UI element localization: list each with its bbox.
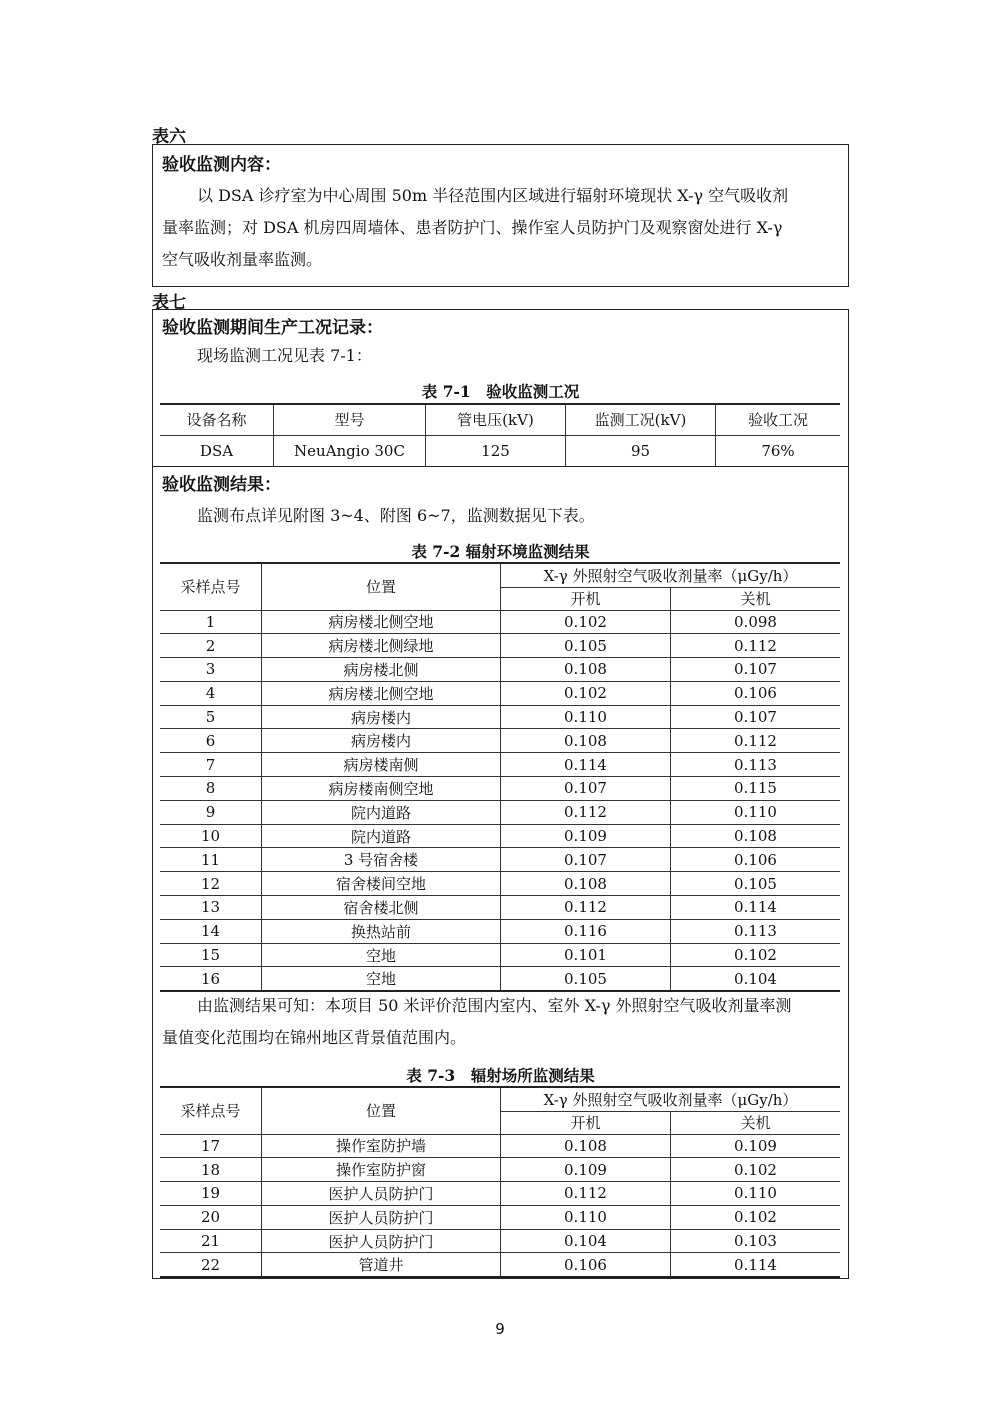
table2-row <box>160 634 840 658</box>
table2-cell-point: 6 <box>160 729 262 753</box>
table2-row <box>160 777 840 801</box>
table2-cell-on: 0.102 <box>501 610 671 634</box>
table2-cell-on: 0.107 <box>501 777 671 801</box>
table3-cell-point: 18 <box>160 1158 262 1182</box>
table1-cell: 76% <box>716 435 841 466</box>
table2-cell-on: 0.112 <box>501 800 671 824</box>
table2-cell-location: 病房楼北侧 <box>262 658 501 682</box>
table2-caption: 表 7-2 辐射环境监测结果 <box>411 542 590 561</box>
section6-title: 表六 <box>152 127 186 147</box>
table3-cell-location: 管道井 <box>262 1253 501 1277</box>
table1-header-model: 型号 <box>274 404 426 435</box>
table2-cell-location: 院内道路 <box>262 824 501 848</box>
table2-cell-location: 宿舍楼间空地 <box>262 872 501 896</box>
table2-row <box>160 800 840 824</box>
table2-header-point: 采样点号 <box>160 563 262 610</box>
table2 <box>160 562 840 992</box>
table2-header-on: 开机 <box>501 587 671 610</box>
table2-cell-location: 病房楼北侧绿地 <box>262 634 501 658</box>
table3-header-on: 开机 <box>501 1111 671 1134</box>
table2-cell-on: 0.102 <box>501 681 671 705</box>
table2-cell-off: 0.113 <box>671 919 841 943</box>
table1-cell: NeuAngio 30C <box>274 435 426 466</box>
table3-header-point: 采样点号 <box>160 1087 262 1134</box>
table2-cell-off: 0.106 <box>671 681 841 705</box>
table3-cell-location: 操作室防护墙 <box>262 1134 501 1158</box>
table2-cell-off: 0.115 <box>671 777 841 801</box>
section6-heading: 验收监测内容： <box>162 155 281 175</box>
table1-cell: DSA <box>160 435 274 466</box>
section7-heading-conditions: 验收监测期间生产工况记录： <box>162 318 383 338</box>
table2-row <box>160 681 840 705</box>
table2-row <box>160 919 840 943</box>
table2-cell-point: 10 <box>160 824 262 848</box>
table2-cell-on: 0.108 <box>501 658 671 682</box>
table2-row <box>160 872 840 896</box>
table3-cell-on: 0.106 <box>501 1253 671 1277</box>
table2-row <box>160 967 840 991</box>
table2-cell-on: 0.105 <box>501 634 671 658</box>
table3-cell-on: 0.108 <box>501 1134 671 1158</box>
table2-cell-point: 13 <box>160 896 262 920</box>
table3-row <box>160 1182 840 1206</box>
table2-cell-location: 病房楼内 <box>262 729 501 753</box>
section6-line-2: 量率监测；对 DSA 机房四周墙体、患者防护门、操作室人员防护门及观察窗处进行 X-γ <box>162 218 783 237</box>
table2-header-location: 位置 <box>262 563 501 610</box>
table2-cell-off: 0.105 <box>671 872 841 896</box>
table3-cell-location: 医护人员防护门 <box>262 1229 501 1253</box>
section6-line-3: 空气吸收剂量率监测。 <box>162 250 323 269</box>
table3-row <box>160 1229 840 1253</box>
table2-cell-off: 0.113 <box>671 753 841 777</box>
table2-cell-point: 11 <box>160 848 262 872</box>
table2-cell-point: 5 <box>160 705 262 729</box>
section7-divider <box>152 466 849 467</box>
table2-cell-location: 院内道路 <box>262 800 501 824</box>
table3-row <box>160 1158 840 1182</box>
table3-row <box>160 1253 840 1277</box>
table2-cell-on: 0.101 <box>501 943 671 967</box>
table2-header-rate: X-γ 外照射空气吸收剂量率（μGy/h） <box>501 563 841 587</box>
table1-cell: 125 <box>426 435 566 466</box>
table2-cell-location: 空地 <box>262 943 501 967</box>
table2-cell-point: 16 <box>160 967 262 991</box>
table3-cell-point: 20 <box>160 1205 262 1229</box>
table3-cell-off: 0.103 <box>671 1229 841 1253</box>
table3-cell-point: 21 <box>160 1229 262 1253</box>
section7-intro-results: 监测布点详见附图 3~4、附图 6~7，监测数据见下表。 <box>197 506 595 525</box>
table2-cell-point: 9 <box>160 800 262 824</box>
table2-cell-location: 病房楼北侧空地 <box>262 681 501 705</box>
table2-header-off: 关机 <box>671 587 841 610</box>
table2-cell-off: 0.104 <box>671 967 841 991</box>
table3-row <box>160 1134 840 1158</box>
table2-cell-location: 宿舍楼北侧 <box>262 896 501 920</box>
table2-cell-location: 换热站前 <box>262 919 501 943</box>
table2-cell-on: 0.109 <box>501 824 671 848</box>
table2-cell-on: 0.108 <box>501 729 671 753</box>
table2-cell-on: 0.108 <box>501 872 671 896</box>
table3-header-location: 位置 <box>262 1087 501 1134</box>
table2-cell-location: 病房楼内 <box>262 705 501 729</box>
table2-row <box>160 896 840 920</box>
table2-row <box>160 610 840 634</box>
table2-cell-location: 病房楼北侧空地 <box>262 610 501 634</box>
table2-cell-location: 病房楼南侧空地 <box>262 777 501 801</box>
table3-header-rate: X-γ 外照射空气吸收剂量率（μGy/h） <box>501 1087 841 1111</box>
table3-cell-off: 0.110 <box>671 1182 841 1206</box>
page-number: 9 <box>495 1320 505 1338</box>
table2-row <box>160 848 840 872</box>
table3-cell-off: 0.102 <box>671 1158 841 1182</box>
table2-cell-point: 1 <box>160 610 262 634</box>
table3-cell-off: 0.114 <box>671 1253 841 1277</box>
table2-row <box>160 729 840 753</box>
table3-cell-point: 19 <box>160 1182 262 1206</box>
table3-cell-off: 0.109 <box>671 1134 841 1158</box>
table2-cell-off: 0.102 <box>671 943 841 967</box>
table2-cell-location: 病房楼南侧 <box>262 753 501 777</box>
table2-row <box>160 943 840 967</box>
table2-cell-point: 12 <box>160 872 262 896</box>
table2-cell-off: 0.107 <box>671 705 841 729</box>
table2-row <box>160 753 840 777</box>
table2-cell-point: 4 <box>160 681 262 705</box>
table2-cell-point: 3 <box>160 658 262 682</box>
table2-cell-off: 0.106 <box>671 848 841 872</box>
table1-header-acceptance: 验收工况 <box>716 404 841 435</box>
table2-cell-off: 0.112 <box>671 729 841 753</box>
table2-cell-off: 0.112 <box>671 634 841 658</box>
table3-cell-point: 17 <box>160 1134 262 1158</box>
table2-row <box>160 824 840 848</box>
table2-cell-on: 0.116 <box>501 919 671 943</box>
section7-intro-conditions: 现场监测工况见表 7-1： <box>197 346 372 365</box>
table3-caption: 表 7-3 辐射场所监测结果 <box>406 1066 595 1085</box>
table2-cell-point: 15 <box>160 943 262 967</box>
table2-cell-off: 0.107 <box>671 658 841 682</box>
table3-cell-off: 0.102 <box>671 1205 841 1229</box>
table2-cell-point: 7 <box>160 753 262 777</box>
table2-cell-on: 0.105 <box>501 967 671 991</box>
table3-cell-on: 0.109 <box>501 1158 671 1182</box>
table3-cell-location: 医护人员防护门 <box>262 1182 501 1206</box>
table3-row <box>160 1205 840 1229</box>
table2-cell-on: 0.112 <box>501 896 671 920</box>
conclusion-line-1: 由监测结果可知：本项目 50 米评价范围内室内、室外 X-γ 外照射空气吸收剂量率测 <box>197 996 792 1015</box>
section7-heading-results: 验收监测结果： <box>162 475 281 495</box>
conclusion-line-2: 量值变化范围均在锦州地区背景值范围内。 <box>162 1028 467 1047</box>
table1 <box>160 403 840 467</box>
table2-cell-on: 0.107 <box>501 848 671 872</box>
table3-cell-on: 0.112 <box>501 1182 671 1206</box>
section7-title: 表七 <box>152 293 186 313</box>
table2-cell-on: 0.114 <box>501 753 671 777</box>
table3-cell-on: 0.110 <box>501 1205 671 1229</box>
table2-row <box>160 658 840 682</box>
table2-cell-off: 0.114 <box>671 896 841 920</box>
table1-header-monitor: 监测工况(kV) <box>566 404 716 435</box>
table1-caption: 表 7-1 验收监测工况 <box>421 382 580 401</box>
table2-cell-on: 0.110 <box>501 705 671 729</box>
section6-line-1: 以 DSA 诊疗室为中心周围 50m 半径范围内区域进行辐射环境现状 X-γ 空气吸收剂 <box>197 186 789 205</box>
table3-header-off: 关机 <box>671 1111 841 1134</box>
table3-cell-location: 医护人员防护门 <box>262 1205 501 1229</box>
table3 <box>160 1086 840 1278</box>
table2-cell-point: 2 <box>160 634 262 658</box>
table2-cell-point: 14 <box>160 919 262 943</box>
table2-cell-point: 8 <box>160 777 262 801</box>
table2-row <box>160 705 840 729</box>
table1-header-voltage: 管电压(kV) <box>426 404 566 435</box>
table3-cell-location: 操作室防护窗 <box>262 1158 501 1182</box>
table2-cell-off: 0.098 <box>671 610 841 634</box>
table3-cell-on: 0.104 <box>501 1229 671 1253</box>
table2-cell-off: 0.110 <box>671 800 841 824</box>
table1-header-device: 设备名称 <box>160 404 274 435</box>
table2-cell-location: 3 号宿舍楼 <box>262 848 501 872</box>
table1-cell: 95 <box>566 435 716 466</box>
table3-cell-point: 22 <box>160 1253 262 1277</box>
table2-cell-off: 0.108 <box>671 824 841 848</box>
table2-cell-location: 空地 <box>262 967 501 991</box>
